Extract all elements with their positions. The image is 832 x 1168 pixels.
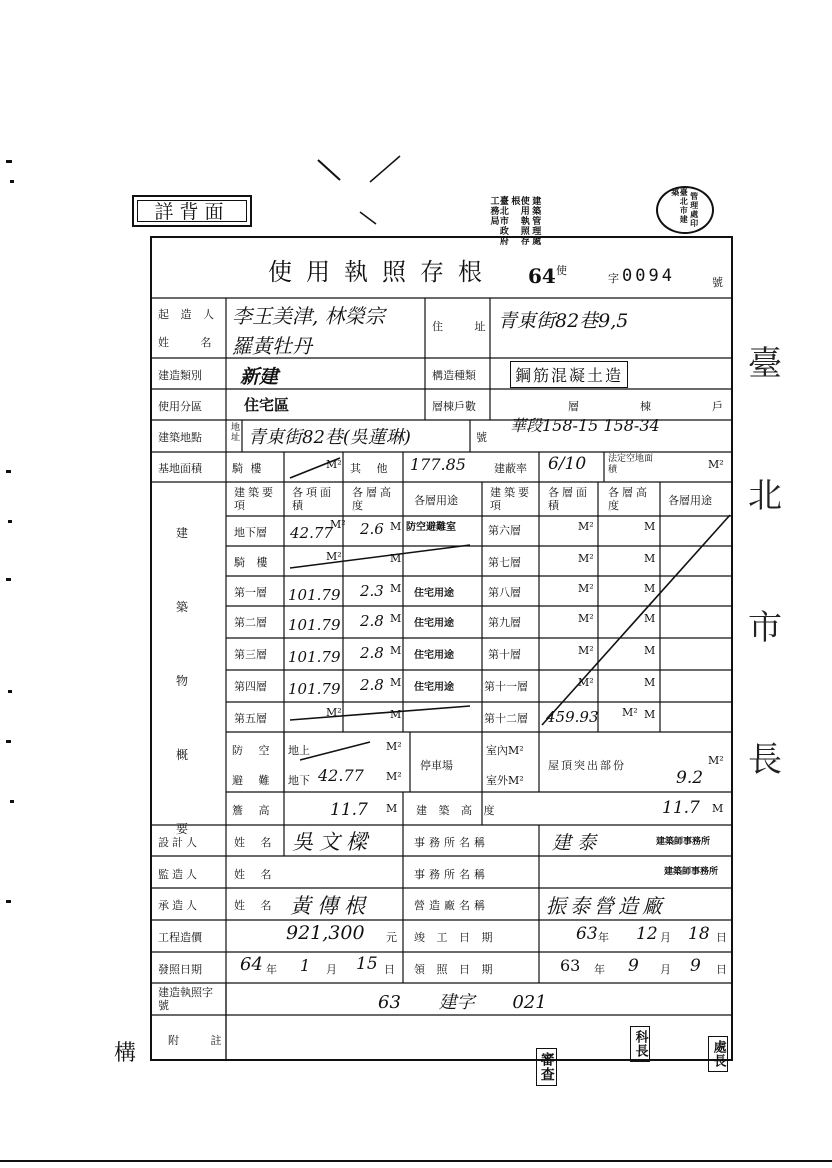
left-floor-hunit: M xyxy=(390,520,402,533)
designer-office-stamp: 建築師事務所 xyxy=(656,837,711,847)
building-permit-value: 63 建字 021 xyxy=(378,992,547,1013)
owner-label: 起 造 人 xyxy=(158,308,218,321)
designer-office: 建泰 xyxy=(552,832,603,854)
completion-year-unit: 年 xyxy=(598,931,609,944)
margin-char-1: 臺 xyxy=(748,344,782,384)
left-floor-hunit: M xyxy=(390,552,402,565)
receipt-day: 9 xyxy=(690,956,701,976)
building-height-value: 11.7 xyxy=(662,798,700,818)
location-sub-label: 地址 xyxy=(229,422,239,442)
permit-number: 0094 xyxy=(622,266,675,286)
receipt-month: 9 xyxy=(628,956,639,976)
issue-year: 64 xyxy=(240,954,263,975)
col-header-6: 各層面積 xyxy=(548,486,590,512)
left-floor-area: 101.79 xyxy=(288,616,341,634)
col-header-4: 各層用途 xyxy=(414,494,458,507)
left-floor-unit: M² xyxy=(326,550,342,563)
other-value: 177.85 xyxy=(410,455,466,474)
left-floor-height: 2.8 xyxy=(360,612,384,630)
left-floor-use: 住宅用途 xyxy=(414,650,454,661)
parking-label: 停車場 xyxy=(420,759,453,772)
right-floor-unit: M² xyxy=(622,706,638,719)
legal-open-space-label: 法定空地面積 xyxy=(608,454,654,475)
right-floor-hunit: M xyxy=(644,552,656,565)
right-floor-name: 第八層 xyxy=(488,586,521,599)
designer-role: 設計人 xyxy=(158,836,200,849)
left-floor-hunit: M xyxy=(390,708,402,721)
left-floor-name: 第一層 xyxy=(234,586,267,599)
building-height-unit: M xyxy=(712,802,724,815)
permit-year: 64 xyxy=(528,264,556,288)
contractor-office-label: 營造廠名稱 xyxy=(414,899,489,912)
vstamp-line-2: 使用執照存根 xyxy=(509,196,529,246)
owner-names-2: 羅黃牡丹 xyxy=(232,334,312,358)
right-floor-name: 第六層 xyxy=(488,524,521,537)
shelter-label-1: 防 空 xyxy=(232,744,276,757)
building-permit-label: 建造執照字號 xyxy=(158,986,213,1012)
left-floor-area: 101.79 xyxy=(288,648,341,666)
completion-day-unit: 日 xyxy=(716,931,727,944)
other-label: 其 他 xyxy=(350,462,394,475)
parking-outdoor: 室外M² xyxy=(486,774,524,787)
left-floor-use: 住宅用途 xyxy=(414,618,454,629)
roof-protrusion-label: 屋頂突出部份 xyxy=(548,759,626,772)
side-char-5: 要 xyxy=(176,822,189,836)
margin-char-4: 長 xyxy=(748,740,782,780)
permit-zi2-label: 字 xyxy=(608,272,619,285)
oval-seal-line-2: 管理處印 xyxy=(689,192,700,228)
form-title: 使用執照存根 xyxy=(268,258,496,286)
review-stamp: 審查 xyxy=(536,1048,557,1086)
side-char-4: 概 xyxy=(176,748,189,762)
left-floor-height: 2.3 xyxy=(360,582,384,600)
left-floor-area: 101.79 xyxy=(288,586,341,604)
left-floor-hunit: M xyxy=(390,644,402,657)
eave-height-value: 11.7 xyxy=(330,800,368,820)
coverage-value: 6/10 xyxy=(548,454,587,474)
completion-month: 12 xyxy=(636,924,658,944)
structure-type-label: 構造種類 xyxy=(432,369,476,382)
detail-back-inner: 詳背面 xyxy=(137,200,247,222)
owner-names-1: 李王美津, 林榮宗 xyxy=(232,304,385,328)
right-floor-hunit: M xyxy=(644,582,656,595)
designer-office-label: 事務所名稱 xyxy=(414,836,489,849)
completion-label: 竣 工 日 期 xyxy=(414,931,497,944)
floors-unit-hu: 戶 xyxy=(712,400,723,413)
left-floor-name: 第三層 xyxy=(234,648,267,661)
side-char-1: 建 xyxy=(176,526,189,540)
right-floor-name: 第十層 xyxy=(488,648,521,661)
zoning-value: 住宅區 xyxy=(244,396,290,414)
left-floor-use: 住宅用途 xyxy=(414,682,454,693)
col-header-2: 各項面積 xyxy=(292,486,334,512)
floors-unit-dong: 棟 xyxy=(640,400,651,413)
cost-yuan: 元 xyxy=(386,931,397,944)
supervisor-office-label: 事務所名稱 xyxy=(414,868,489,881)
owner-address-label: 住 址 xyxy=(432,320,500,333)
designer-name-label: 姓 名 xyxy=(234,836,278,849)
legal-open-space-m2: M² xyxy=(708,458,724,471)
eave-height-unit: M xyxy=(386,802,398,815)
shelter-below-value: 42.77 xyxy=(318,766,364,785)
issue-month: 1 xyxy=(300,956,311,975)
location-label: 建築地點 xyxy=(158,431,202,444)
issue-month-unit: 月 xyxy=(326,963,337,976)
right-floor-hunit: M xyxy=(644,520,656,533)
right-floor-unit: M² xyxy=(578,676,594,689)
section-chief-stamp: 科長 xyxy=(630,1026,650,1062)
right-floor-unit: M² xyxy=(578,552,594,565)
margin-char-2: 北 xyxy=(748,476,782,516)
parking-indoor: 室內M² xyxy=(486,744,524,757)
left-margin-mark: 構 xyxy=(114,1041,137,1066)
col-header-8: 各層用途 xyxy=(668,494,712,507)
owner-name-label: 姓 名 xyxy=(158,336,226,349)
location-lot: 華段158-15 158-34 xyxy=(510,416,660,435)
col-header-5: 建築要項 xyxy=(490,486,532,512)
contractor-office: 振泰營造廠 xyxy=(546,894,666,918)
issue-year-unit: 年 xyxy=(266,963,277,976)
left-floor-unit: M² xyxy=(330,518,346,531)
left-floor-unit: M² xyxy=(326,706,342,719)
left-floor-use: 住宅用途 xyxy=(414,588,454,599)
completion-year: 63 xyxy=(576,924,598,944)
side-char-3: 物 xyxy=(176,674,189,688)
left-floor-hunit: M xyxy=(390,676,402,689)
cost-label: 工程造價 xyxy=(158,931,202,944)
col-header-7: 各層高度 xyxy=(608,486,650,512)
site-area-label: 基地面積 xyxy=(158,462,202,475)
contractor-role: 承造人 xyxy=(158,899,200,912)
left-floor-hunit: M xyxy=(390,612,402,625)
receipt-day-unit: 日 xyxy=(716,963,727,976)
left-floor-height: 2.6 xyxy=(360,520,384,538)
right-floor-unit: M² xyxy=(578,612,594,625)
completion-month-unit: 月 xyxy=(660,931,671,944)
issue-day-unit: 日 xyxy=(384,963,395,976)
shelter-below-label: 地下 xyxy=(288,774,310,787)
oval-seal-line-1: 臺北市建築 xyxy=(670,188,690,224)
right-floor-unit: M² xyxy=(578,520,594,533)
build-type-label: 建造類別 xyxy=(158,369,202,382)
shelter-above-m2: M² xyxy=(386,740,402,753)
left-floor-name: 第四層 xyxy=(234,680,267,693)
supervisor-office-stamp: 建築師事務所 xyxy=(664,867,719,877)
coverage-label: 建蔽率 xyxy=(494,462,527,475)
notes-label: 附 註 xyxy=(168,1034,236,1047)
structure-type-value: 鋼筋混凝土造 xyxy=(510,361,628,388)
owner-address: 青東街82巷9,5 xyxy=(498,310,629,332)
floors-unit-ceng: 層 xyxy=(568,400,579,413)
right-floor-name: 第七層 xyxy=(488,556,521,569)
shelter-below-m2: M² xyxy=(386,770,402,783)
left-floor-height: 2.8 xyxy=(360,644,384,662)
build-type-value: 新建 xyxy=(240,366,279,388)
permit-zi-label: 使 xyxy=(556,264,567,277)
shelter-label-2: 避 難 xyxy=(232,774,276,787)
right-floor-name: 第九層 xyxy=(488,616,521,629)
arcade-label: 騎 樓 xyxy=(232,462,264,475)
shelter-above-label: 地上 xyxy=(288,744,310,757)
vstamp-line-1: 臺北市政府工務局 xyxy=(488,196,508,246)
right-floor-hunit: M xyxy=(644,612,656,625)
eave-height-label: 簷 高 xyxy=(232,804,276,817)
roof-protrusion-value: 9.2 xyxy=(676,768,704,788)
vstamp-line-3: 建築管理處 xyxy=(530,196,541,246)
receipt-year-unit: 年 xyxy=(594,963,605,976)
left-floor-area: 42.77 xyxy=(290,524,333,542)
zoning-label: 使用分區 xyxy=(158,400,202,413)
right-floor-hunit: M xyxy=(644,676,656,689)
right-floor-hunit: M xyxy=(644,644,656,657)
contractor-name: 黃傳根 xyxy=(290,894,371,918)
right-floor-unit: M² xyxy=(578,582,594,595)
side-char-2: 築 xyxy=(176,600,189,614)
left-floor-use: 防空避難室 xyxy=(406,522,456,533)
designer-name: 吳文樑 xyxy=(292,830,373,854)
receipt-year: 63 xyxy=(560,956,581,975)
left-floor-name: 第五層 xyxy=(234,712,267,725)
margin-char-3: 市 xyxy=(748,608,782,648)
roof-protrusion-m2: M² xyxy=(708,754,724,767)
supervisor-name-label: 姓 名 xyxy=(234,868,278,881)
receipt-month-unit: 月 xyxy=(660,963,671,976)
left-floor-height: 2.8 xyxy=(360,676,384,694)
col-header-3: 各層高度 xyxy=(352,486,394,512)
right-floor-name: 第十二層 xyxy=(484,712,528,725)
left-floor-name: 騎 樓 xyxy=(234,556,272,569)
cost-value: 921,300 xyxy=(286,922,365,944)
right-floor-total: 459.93 xyxy=(546,708,599,726)
building-height-label: 建 築 高 度 xyxy=(416,804,499,817)
left-floor-name: 第二層 xyxy=(234,616,267,629)
issue-date-label: 發照日期 xyxy=(158,963,202,976)
left-floor-hunit: M xyxy=(390,582,402,595)
arcade-m2: M² xyxy=(326,458,342,471)
location-value: 青東街82巷(吳蓮琳) xyxy=(248,427,411,448)
completion-day: 18 xyxy=(688,924,710,944)
right-floor-unit: M² xyxy=(578,644,594,657)
floors-units-label: 層棟戶數 xyxy=(432,400,476,413)
col-header-1: 建築要項 xyxy=(234,486,276,512)
right-floor-hunit: M xyxy=(644,708,656,721)
contractor-name-label: 姓 名 xyxy=(234,899,278,912)
left-floor-area: 101.79 xyxy=(288,680,341,698)
supervisor-role: 監造人 xyxy=(158,868,200,881)
right-floor-name: 第十一層 xyxy=(484,680,528,693)
left-floor-name: 地下層 xyxy=(234,526,267,539)
receipt-date-label: 領 照 日 期 xyxy=(414,963,497,976)
issue-day: 15 xyxy=(356,954,378,974)
permit-hao-label: 號 xyxy=(712,276,723,289)
location-hao: 號 xyxy=(476,431,487,444)
director-stamp: 處長 xyxy=(708,1036,728,1072)
